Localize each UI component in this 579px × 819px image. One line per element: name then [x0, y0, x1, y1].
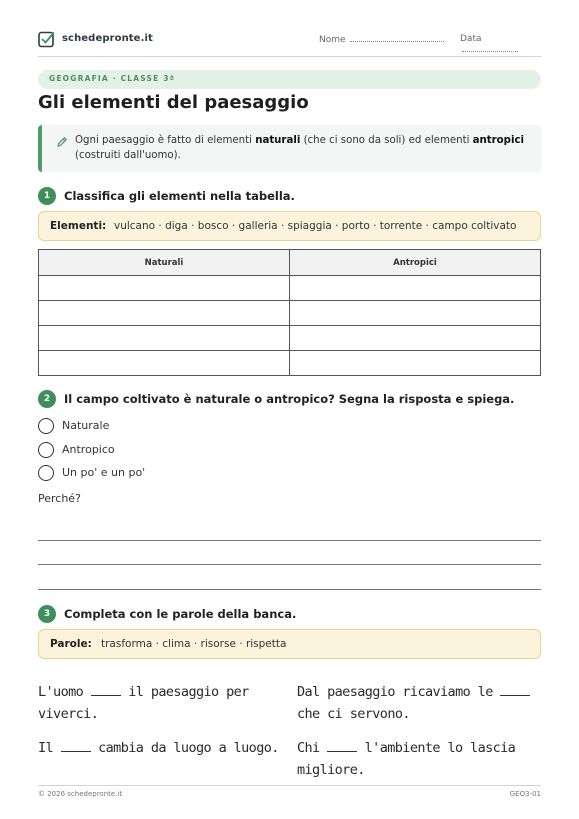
- answer-line[interactable]: [38, 589, 541, 590]
- question-number-3: 3: [38, 605, 56, 623]
- question-3-text: Completa con le parole della banca.: [64, 607, 297, 621]
- word-bank-label: Parole:: [50, 638, 92, 650]
- intro-note: [38, 125, 541, 172]
- column-header-antropici: Antropici: [290, 250, 541, 276]
- option-label: Un po' e un po': [62, 466, 146, 479]
- radio-circle[interactable]: [38, 418, 54, 434]
- sentence-2: Dal paesaggio ricaviamo le che ci servono.: [297, 681, 541, 725]
- sentence-1: L'uomo il paesaggio per viverci.: [38, 684, 249, 722]
- name-blank[interactable]: [350, 34, 444, 42]
- fill-blank[interactable]: [91, 684, 121, 696]
- radio-circle[interactable]: [38, 442, 54, 458]
- fill-blank[interactable]: [327, 740, 357, 752]
- table-cell[interactable]: [39, 276, 290, 301]
- date-field[interactable]: [460, 34, 541, 55]
- table-cell[interactable]: [290, 301, 541, 326]
- question-number-1: 1: [38, 187, 56, 205]
- table-row: [39, 301, 541, 326]
- answer-line[interactable]: [38, 564, 541, 565]
- question-number-2: 2: [38, 390, 56, 408]
- page-title: Gli elementi del paesaggio: [38, 92, 309, 113]
- checkbox-logo-icon: [38, 31, 55, 48]
- table-row: [39, 326, 541, 351]
- header-divider: [38, 56, 541, 57]
- fill-blank[interactable]: [61, 740, 91, 752]
- elements-bank-words: vulcano · diga · bosco · galleria · spiaggia · porto · torrente · campo coltivato: [114, 220, 517, 232]
- date-blank[interactable]: [462, 44, 518, 52]
- classification-table: [38, 249, 541, 376]
- elements-bank: [38, 211, 541, 241]
- footer-code: GEO3-01: [509, 790, 541, 798]
- question-1-text: Classifica gli elementi nella tabella.: [64, 189, 295, 203]
- question-2-text: Il campo coltivato è naturale o antropico? Segna la risposta e spiega.: [64, 392, 515, 406]
- footer-copyright: © 2026 schedepronte.it: [38, 790, 123, 798]
- intro-text: Ogni paesaggio è fatto di elementi naturali (che ci sono da soli) ed elementi antropici (costruiti dall'uomo).: [75, 135, 524, 161]
- option-label: Naturale: [62, 419, 110, 432]
- word-bank-words: trasforma · clima · risorse · rispetta: [101, 638, 287, 650]
- subject-tag: [38, 70, 541, 89]
- word-bank: [38, 629, 541, 659]
- sentence-4: Chi l'ambiente lo lascia migliore.: [297, 740, 516, 778]
- sentence-3: Il cambia da luogo a luogo.: [38, 740, 279, 756]
- subject-tag-label: GEOGRAFIA · CLASSE 3ª: [49, 74, 176, 83]
- radio-circle[interactable]: [38, 465, 54, 481]
- date-label: Data: [460, 34, 482, 44]
- footer-divider: [38, 785, 541, 786]
- table-row: [39, 276, 541, 301]
- worksheet-page: [38, 0, 541, 819]
- table-cell[interactable]: [39, 351, 290, 376]
- table-cell[interactable]: [39, 326, 290, 351]
- site-name: schedepronte.it: [62, 33, 153, 44]
- table-cell[interactable]: [290, 276, 541, 301]
- pencil-icon: [56, 136, 68, 148]
- name-field[interactable]: [319, 34, 444, 45]
- table-cell[interactable]: [290, 326, 541, 351]
- answer-line[interactable]: [38, 540, 541, 541]
- name-label: Nome: [319, 35, 346, 45]
- option-label: Antropico: [62, 443, 115, 456]
- elements-bank-label: Elementi:: [50, 220, 107, 232]
- page-header: [38, 30, 541, 52]
- why-label: Perché?: [38, 492, 81, 505]
- table-row: [39, 351, 541, 376]
- fill-blank[interactable]: [500, 684, 530, 696]
- table-cell[interactable]: [290, 351, 541, 376]
- table-cell[interactable]: [39, 301, 290, 326]
- column-header-naturali: Naturali: [39, 250, 290, 276]
